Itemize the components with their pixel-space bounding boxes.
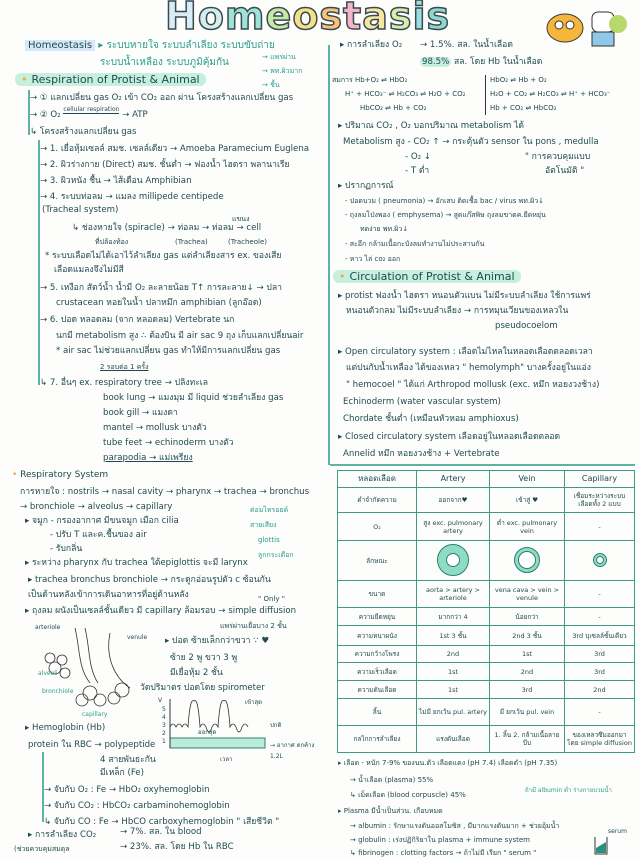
rs-line: → bronchiole → alveolus → capillary: [20, 502, 173, 512]
tracheal-path: ↳ ช่องหายใจ (spiracle) → ท่อลม → ท่อลม → cell: [72, 223, 262, 233]
blood-line: ▸ เลือด - หนัก 7-9% ของนน.ตัว เลือดแดง (pH 7.4) เลือดดำ (pH 7.35): [338, 759, 558, 767]
title-letter: o: [292, 0, 320, 38]
heading-respiratory-system: • Respiratory System: [12, 470, 109, 480]
equation: Hb + CO₂ ⇌ HbCO₂: [490, 104, 557, 112]
spiro-tick: 5: [162, 706, 166, 713]
table-cell: 1st: [417, 681, 490, 699]
atp-label: → ATP: [122, 110, 148, 120]
title-letter: s: [319, 0, 344, 38]
circ-line: แต่ปนกับน้ำเหลือง ได้ของเหลว " hemolymph" บางครั้งอยู่ในแอ่ง: [346, 363, 592, 373]
table-cell: 1st: [417, 663, 490, 681]
title-letter: s: [388, 0, 413, 38]
diagram-label-capillary: capillary: [82, 711, 108, 718]
hb-line: → จับกับ CO₂ : HbCO₂ carbaminohemoglobin: [44, 801, 230, 811]
metabolism-line: อัตโนมัติ ": [545, 166, 585, 176]
structure-item: 2 รอบต่อ 1 ครั้ง: [100, 363, 149, 371]
table-cell: ของเหลวซึมออกมา โดย simple diffusion: [565, 726, 635, 753]
table-cell: 2nd: [417, 646, 490, 663]
table-cell: 1st: [490, 646, 565, 663]
spiro-tick: 1: [162, 738, 166, 745]
rs-line: การหายใจ : nostrils → nasal cavity → pharynx → trachea → bronchus: [20, 487, 310, 497]
table-cell: -: [565, 581, 635, 608]
table-cell: เชื่อมระหว่างระบบ เลือดทั้ง 2 แบบ: [565, 488, 635, 513]
table-cell: 3rd: [490, 681, 565, 699]
vessel-cross-section-icon: [514, 547, 540, 573]
table-cell: 3rd: [565, 646, 635, 663]
structure-item: → 2. ผิวร่างกาย (Direct) สมช. ชั้นต่ำ → ฟองน้ำ ไฮดรา พลานาเรีย: [40, 160, 290, 170]
phenomenon: - ถุงลมโป่งพอง ( emphysema) → สูดแก๊สพิษ ถุงลมขาดค.ยืดหยุ่น: [345, 211, 546, 219]
blood-vessel-table: [337, 470, 635, 753]
table-cell: aorta > artery > arteriole: [417, 581, 490, 608]
row-label: ลักษณะ: [338, 541, 417, 581]
rs-line: - ปรับ T และค.ชื้นของ air: [50, 530, 147, 540]
table-cell: มากกว่า 4: [417, 608, 490, 626]
hb-line: → จับกับ O₂ : Fe → HbO₂ oxyhemoglobin: [44, 785, 210, 795]
o2-b-pct: 98.5%: [422, 57, 450, 67]
table-cell: 2nd 3 ชั้น: [490, 626, 565, 646]
intro-systems-1: ▸ ระบบหายใจ ระบบลำเลียง ระบบขับถ่าย: [98, 40, 275, 51]
structure-item: → 3. ผิวหนัง ชื้น → ไส้เดือน Amphibian: [40, 176, 192, 186]
row-label: คำจำกัดความ: [338, 488, 417, 513]
lung-note: วัดปริมาตร ปอดโดย spirometer: [140, 683, 265, 693]
structure-item: ↳ 7. อื่นๆ ex. respiratory tree → ปลิงทะเล: [40, 378, 209, 388]
rs-line: " Only ": [258, 595, 285, 603]
structure-item: book lung → แมงมุม มี liquid ช่วยลำเลียง gas: [103, 393, 284, 403]
table-row: [338, 726, 635, 753]
structure-item: → 5. เหงือก สัตว์น้ำ น้ำมี O₂ ละลายน้อย T↑ การละลาย↓ → ปลา: [40, 283, 282, 293]
title-letter: e: [265, 0, 293, 38]
hb-line: มีเหล็ก (Fe): [100, 768, 144, 778]
table-cell: vena cava > vein > venule: [490, 581, 565, 608]
vessel-cross-section-icon: [437, 544, 469, 576]
phenomenon: ▸ ปรากฏการณ์: [338, 181, 394, 191]
o2-label: ▸ การลำเลียง O₂: [340, 40, 403, 50]
spiro-label-residual: → อากาศ ตกค้าง 1.2L: [270, 742, 315, 760]
tracheal-sub: (Tracheole): [228, 238, 268, 246]
test-tube-icon: [592, 836, 610, 855]
homeostasis-label: Homeostasis: [25, 40, 95, 51]
row-label: ขนาด: [338, 581, 417, 608]
circ-line: ▸ Closed circulatory system เลือดอยู่ในหลอดเลือดตลอด: [338, 432, 561, 442]
table-row: [338, 541, 635, 581]
spiro-label-out: ออกสุด: [198, 729, 217, 736]
table-header: Capillary: [565, 471, 635, 488]
phenomenon: - สะอึก กล้ามเนื้อกะบังลมทำงานไม่ประสานกัน: [345, 240, 485, 248]
table-cell: แรงดันเลือด: [417, 726, 490, 753]
equation: H₂O + CO₂ ⇌ H₂CO₃ ⇌ H⁺ + HCO₃⁻: [490, 90, 611, 98]
circ-line: Echinoderm (water vascular system): [343, 397, 501, 407]
table-row: [338, 681, 635, 699]
equation: HbO₂ ⇌ Hb + O₂: [490, 76, 547, 84]
table-header: Vein: [490, 471, 565, 488]
o2-b: สล. โดย Hb ในน้ำเลือด: [451, 57, 543, 67]
metabolism-line: " การควบคุมแบบ: [525, 152, 591, 162]
circ-line: ▸ Open circulatory system : เลือดไม่ไหลในหลอดเลือดตลอดเวลา: [338, 347, 593, 357]
respiration-point-2: → ② O₂: [30, 110, 61, 120]
larynx-part: ลูกกระเดือก: [258, 551, 294, 559]
diagram-label-arteriole: arteriole: [35, 624, 61, 631]
cellular-respiration-label: cellular respiration: [63, 106, 120, 113]
blood-line: ▸ Plasma มีน้ำเป็นส่วน. เกือบหมด: [338, 807, 443, 815]
structure-item: mantel → mollusk บางตัว: [103, 423, 207, 433]
larynx-part: ต่อมไทรอยด์: [250, 506, 289, 514]
hb-line: 4 สายพันธะกัน: [100, 755, 156, 765]
tracheal-sub: (Trachea): [175, 238, 208, 246]
blood-line: → น้ำเลือด (plasma) 55%: [350, 776, 434, 784]
table-row: [338, 646, 635, 663]
page-title: [165, 0, 450, 38]
structure-item: → 1. เยื่อหุ้มเซลล์ สมช. เซลล์เดียว → Amoeba Paramecium Euglena: [40, 144, 310, 154]
blood-line: → globulin : เร่งปฏิกิริยาใน plasma + immune system: [350, 836, 530, 844]
tracheal-sub: ที่ปล้องท้อง: [95, 238, 129, 246]
table-cell: 1. ลิ้น 2. กล้ามเนื้อลายบีบ: [490, 726, 565, 753]
diagram-label-venule: venule: [127, 634, 148, 641]
heading-circulation: • Circulation of Protist & Animal: [333, 270, 521, 283]
blood-line: → albumin : รักษาแรงดันออสโมซิส , มีมากแรงดันมาก + ช่วยอุ้มน้ำ: [350, 822, 560, 830]
structure-item: (Tracheal system): [42, 205, 119, 215]
side-note: → แพร่ผ่าน: [262, 53, 296, 61]
title-letter: s: [426, 0, 451, 38]
structure-item: book gill → แมงดา: [103, 408, 178, 418]
row-label: ความดันเลือด: [338, 681, 417, 699]
table-cell: ออกจาก♥: [417, 488, 490, 513]
diagram-label-bronchiole: bronchiole: [42, 688, 74, 695]
structure-label: ↳ โครงสร้างแลกเปลี่ยน gas: [30, 127, 137, 137]
blood-line: ↳ เม็ดเลือด (blood corpuscle) 45%: [350, 791, 466, 799]
rs-line: ▸ trachea bronchus bronchiole → กระดูกอ่อนรูปตัว c ซ้อนกัน: [28, 575, 271, 585]
lung-note: มีเยื่อหุ้ม 2 ชั้น: [170, 668, 223, 678]
rs-line: - รับกลิ่น: [50, 544, 83, 554]
circ-line: Annelid หมึก หอยงวงช้าง + Vertebrate: [343, 449, 500, 459]
table-row: [338, 608, 635, 626]
cartoon-characters-icon: [540, 4, 630, 50]
table-cell: 3rd: [565, 663, 635, 681]
larynx-part: glottis: [258, 536, 280, 544]
structure-item: → 4. ระบบท่อลม → แมลง millipede centipede: [40, 192, 224, 202]
structure-item: → 6. ปอด หลอดลม (จาก หลอดลม) Vertebrate นก: [40, 315, 235, 325]
table-cell: [565, 541, 635, 581]
structure-item: tube feet → echinoderm บางตัว: [103, 438, 234, 448]
note-insect-blood: * ระบบเลือดไม่ได้เอาไว้ลำเลียง gas แต่ลำเลียงสาร ex. ของเสีย: [45, 251, 282, 261]
hb-line: protein ใน RBC → polypeptide: [28, 740, 156, 750]
o2-a: → 1.5%. สล. ในน้ำเลือด: [420, 40, 513, 50]
table-cell: 3rd บุเซลล์ชั้นเดียว: [565, 626, 635, 646]
equation: HbCO₂ ⇌ Hb + CO₂: [360, 104, 427, 112]
spiro-label-in: เข้าสุด: [245, 699, 263, 706]
tracheal-branch: แขนง: [232, 215, 250, 223]
blood-line: ↳ fibrinogen : clotting factors → ถ้าไม่มี เรียก " serum ": [350, 849, 537, 857]
circ-line: Chordate ชั้นต่ำ (เหมือนหัวหอม amphioxus): [343, 414, 519, 424]
table-row: [338, 626, 635, 646]
table-row: [338, 663, 635, 681]
phenomenon: ทดง่าย พท.ผิว↓: [360, 225, 409, 233]
table-cell: สูง exc. pulmonary artery: [417, 513, 490, 541]
spiro-tick: 4: [162, 714, 166, 721]
title-letter: a: [362, 0, 389, 38]
title-letter: i: [412, 0, 427, 38]
spiro-tick: 3: [162, 722, 166, 729]
note-insect-blood: เลือดแมลงจึงไม่มีสี: [54, 265, 124, 275]
hb-line: ↳ จับกับ CO : Fe → HbCO carboxyhemoglobin " เสียชีวิต ": [44, 817, 280, 827]
circ-line: " hemocoel " ได้แก่ Arthropod mollusk (exc. หมึก หอยงวงช้าง): [346, 380, 600, 390]
diagram-label-alveoli: alveoli: [38, 670, 58, 677]
table-cell: 1st 3 ชั้น: [417, 626, 490, 646]
table-cell: 2nd: [490, 663, 565, 681]
table-cell: [490, 541, 565, 581]
intro-systems-2: ระบบน้ำเหลือง ระบบภูมิคุ้มกัน: [100, 57, 229, 68]
structure-item: นกมี metabolism สูง ∴ ต้องบิน มี air sac 9 ถุง เก็บแลกเปลี่ยนair: [56, 331, 304, 341]
structure-item: parapodia → แม่เพรียง: [103, 453, 193, 463]
table-cell: -: [565, 513, 635, 541]
table-cell: [417, 541, 490, 581]
table-row: [338, 513, 635, 541]
table-cell: น้อยกว่า: [490, 608, 565, 626]
rs-line: ▸ จมูก - กรองอากาศ มีขนจมูก เมือก cilia: [25, 516, 179, 526]
phenomenon: - หาว ไล่ co₂ ออก: [345, 255, 401, 263]
title-letter: m: [224, 0, 266, 38]
table-header: หลอดเลือด: [338, 471, 417, 488]
side-note: → ชื้น: [262, 81, 280, 89]
circ-line: pseudocoelom: [495, 321, 558, 331]
table-cell: -: [565, 608, 635, 626]
title-letter: t: [343, 0, 363, 38]
table-row: [338, 581, 635, 608]
equation: H⁺ + HCO₃⁻ ⇌ H₂CO₃ ⇌ H₂O + CO₂: [345, 90, 466, 98]
serum-label: serum: [608, 828, 627, 835]
spiro-label-time: เวลา: [220, 756, 233, 763]
rs-line: แพร่ผ่านเยื่อบาง 2 ชั้น: [220, 622, 287, 630]
table-cell: ต่ำ exc. pulmonary vein: [490, 513, 565, 541]
table-cell: เข้าสู่ ♥: [490, 488, 565, 513]
table-row: [338, 488, 635, 513]
rs-line: ▸ ระหว่าง pharynx กับ trachea ใต้epiglottis จะมี larynx: [25, 558, 248, 568]
co2-sub: (ช่วยควบคุมสมดุล: [14, 845, 70, 853]
spiro-ylabel: V: [158, 697, 163, 704]
structure-item: crustacean หอยในน้ำ ปลาหมึก amphibian (ลูกอ๊อด): [56, 298, 262, 308]
title-letter: o: [197, 0, 225, 38]
co2-label: ▸ การลำเลียง CO₂: [28, 830, 97, 840]
lung-note: ▸ ปอด ซ้ายเล็กกว่าขวา ∵ ♥: [165, 636, 270, 646]
co2-b: → 23%. สล. โดย Hb ใน RBC: [120, 842, 234, 852]
side-note: → พท.ผิวมาก: [262, 67, 303, 75]
circ-line: ▸ protist ฟองน้ำ ไฮดรา หนอนตัวแบน ไม่มีระบบลำเลียง ใช้การแพร่: [338, 291, 591, 301]
row-label: ความหนาผนัง: [338, 626, 417, 646]
heading-hemoglobin: ▸ Hemoglobin (Hb): [25, 723, 106, 733]
phenomenon: - ปอดบวม ( pneumonia) → อักเสบ ติดเชื้อ bac / virus พท.ผิว↓: [345, 197, 545, 205]
metabolism-line: - O₂ ↓: [405, 152, 431, 162]
heading-respiration: • Respiration of Protist & Animal: [15, 73, 206, 86]
table-row: [338, 699, 635, 726]
rs-line: ▸ ถุงลม ผนังเป็นเซลล์ชั้นเดียว มี capillary ล้อมรอบ → simple diffusion: [25, 606, 297, 616]
metabolism-line: Metabolism สูง - CO₂ ↑ → กระตุ้นตัว sensor ใน pons , medulla: [343, 137, 599, 147]
circ-line: หนอนตัวกลม ไม่มีระบบลำเลียง → การหมุนเวียนของเหลวใน: [346, 306, 569, 316]
row-label: ความยืดหยุ่น: [338, 608, 417, 626]
table-cell: ไม่มี ยกเว้น pul. artery: [417, 699, 490, 726]
equation: สมการ Hb+O₂ ⇌ HbO₂: [332, 76, 408, 84]
larynx-part: สายเสียง: [250, 521, 277, 529]
table-cell: -: [565, 699, 635, 726]
row-label: ความกว้างโพรง: [338, 646, 417, 663]
row-label: O₂: [338, 513, 417, 541]
table-cell: มี ยกเว้น pul. vein: [490, 699, 565, 726]
structure-item: * air sac ไม่ช่วยแลกเปลี่ยน gas ทำให้มีการแลกเปลี่ยน gas: [56, 346, 281, 356]
metabolism-line: ▸ ปริมาณ CO₂ , O₂ บอกปริมาณ metabolism ได้: [338, 121, 525, 131]
row-label: กลไกการลำเลียง: [338, 726, 417, 753]
row-label: ความเร็วเลือด: [338, 663, 417, 681]
albumin-note: ถ้ามี albumin ต่ำ ร่างกายบวมน้ำ: [525, 787, 612, 794]
respiration-point-1: → ① แลกเปลี่ยน gas O₂ เข้า CO₂ ออก ผ่าน โครงสร้างแลกเปลี่ยน gas: [30, 93, 294, 103]
title-letter: H: [165, 0, 198, 38]
vessel-cross-section-icon: [593, 553, 607, 567]
table-cell: 2nd: [565, 681, 635, 699]
spiro-label-normal: ปกติ: [270, 722, 282, 729]
row-label: ลิ้น: [338, 699, 417, 726]
lung-note: ซ้าย 2 พู ขวา 3 พู: [170, 653, 238, 663]
rs-line: เป็นด้านหลังเข้าการเดินอาหารที่อยู่ด้านหลัง: [28, 590, 189, 600]
metabolism-line: - T ต่ำ: [405, 166, 430, 176]
table-header: Artery: [417, 471, 490, 488]
spiro-tick: 2: [162, 730, 166, 737]
co2-a: → 7%. สล. ใน blood: [120, 827, 202, 837]
